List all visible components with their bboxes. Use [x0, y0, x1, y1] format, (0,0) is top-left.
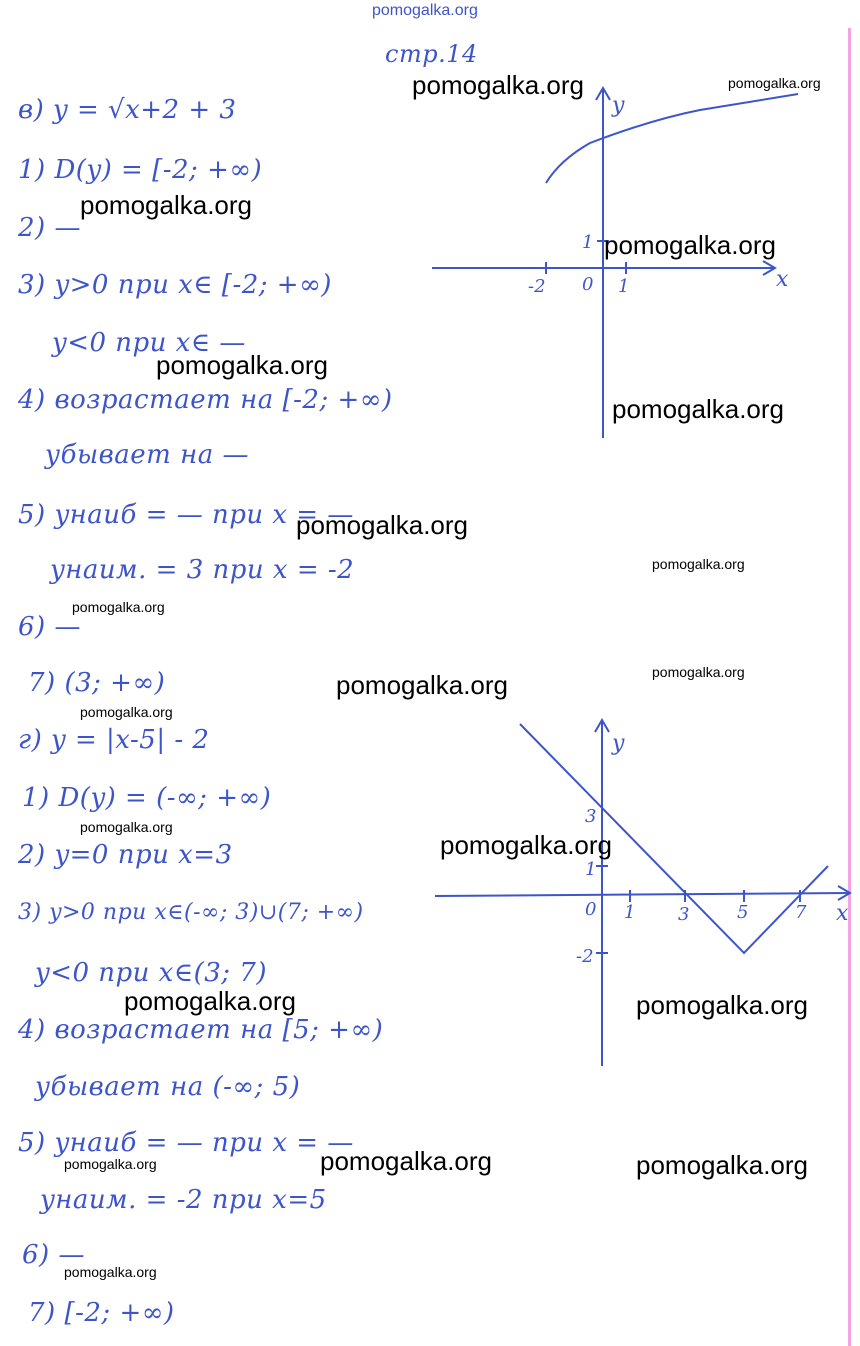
section-g-line: 7) [-2; +∞)	[28, 1298, 175, 1328]
section-v-line: убывает на —	[45, 440, 249, 470]
watermark: pomogalka.org	[604, 230, 776, 260]
graph2-tick-label: -2	[576, 946, 594, 967]
graph1-tick-label: 1	[582, 232, 594, 253]
section-g-line: y<0 при x∈(3; 7)	[35, 958, 267, 988]
graph1-tick-label: 0	[582, 274, 594, 295]
graph2-tick-label: 3	[585, 806, 597, 827]
header-watermark: pomogalka.org	[372, 2, 478, 19]
section-v-line: 1) D(y) = [-2; +∞)	[18, 155, 263, 185]
watermark: pomogalka.org	[636, 1150, 808, 1180]
watermark: pomogalka.org	[156, 350, 328, 380]
watermark: pomogalka.org	[728, 75, 821, 91]
watermark: pomogalka.org	[412, 70, 584, 100]
section-v-line: 2) —	[18, 213, 81, 243]
watermark: pomogalka.org	[636, 990, 808, 1020]
watermark: pomogalka.org	[440, 830, 612, 860]
watermark: pomogalka.org	[80, 190, 252, 220]
watermark: pomogalka.org	[124, 986, 296, 1016]
section-g-line: 5) yнаиб = — при x = —	[18, 1128, 354, 1158]
section-g-line: 6) —	[22, 1240, 85, 1270]
watermark: pomogalka.org	[64, 1156, 157, 1172]
section-v-line: 6) —	[18, 612, 81, 642]
watermark: pomogalka.org	[296, 510, 468, 540]
watermark: pomogalka.org	[652, 664, 745, 680]
graph2-x-axis	[435, 893, 850, 896]
graph2-tick-label: 1	[624, 902, 636, 923]
section-g-line: 3) y>0 при x∈(-∞; 3)∪(7; +∞)	[18, 900, 364, 925]
graph1-x-label: x	[776, 267, 789, 292]
watermark: pomogalka.org	[64, 1264, 157, 1280]
graph1-tick-label: -2	[528, 276, 546, 297]
watermark: pomogalka.org	[72, 599, 165, 615]
section-v-line: 4) возрастает на [-2; +∞)	[18, 385, 393, 415]
graph2-tick-label: 1	[585, 859, 597, 880]
watermark: pomogalka.org	[80, 704, 173, 720]
watermark: pomogalka.org	[336, 670, 508, 700]
graph2-tick-label: 0	[585, 899, 597, 920]
section-g-line: 4) возрастает на [5; +∞)	[18, 1015, 384, 1045]
section-v-line: 5) yнаиб = — при x = —	[18, 500, 354, 530]
section-v-line: yнаим. = 3 при x = -2	[50, 555, 355, 585]
section-v-line: 7) (3; +∞)	[28, 668, 166, 698]
watermark: pomogalka.org	[612, 394, 784, 424]
graph2-x-label: x	[836, 901, 849, 926]
section-v-title: в) y = √x+2 + 3	[18, 95, 237, 125]
section-g-line: 2) y=0 при x=3	[18, 840, 233, 870]
section-g-line: 1) D(y) = (-∞; +∞)	[22, 783, 272, 813]
graph2-tick-label: 5	[737, 902, 749, 923]
graph2-tick-label: 7	[795, 902, 807, 923]
section-v-line: y<0 при x∈ —	[52, 328, 246, 358]
watermark: pomogalka.org	[652, 556, 745, 572]
section-g-line: yнаим. = -2 при x=5	[40, 1185, 327, 1215]
section-g-title: г) y = |x-5| - 2	[18, 725, 210, 755]
page-label: стр.14	[385, 40, 478, 68]
graph2-tick-label: 3	[678, 904, 690, 925]
watermark: pomogalka.org	[80, 819, 173, 835]
graph1-tick-label: 1	[618, 276, 630, 297]
graph2-y-label: y	[612, 731, 625, 756]
watermark: pomogalka.org	[320, 1146, 492, 1176]
section-g-line: убывает на (-∞; 5)	[35, 1072, 301, 1102]
section-v-line: 3) y>0 при x∈ [-2; +∞)	[18, 270, 332, 300]
graph1-y-label: y	[612, 93, 625, 118]
